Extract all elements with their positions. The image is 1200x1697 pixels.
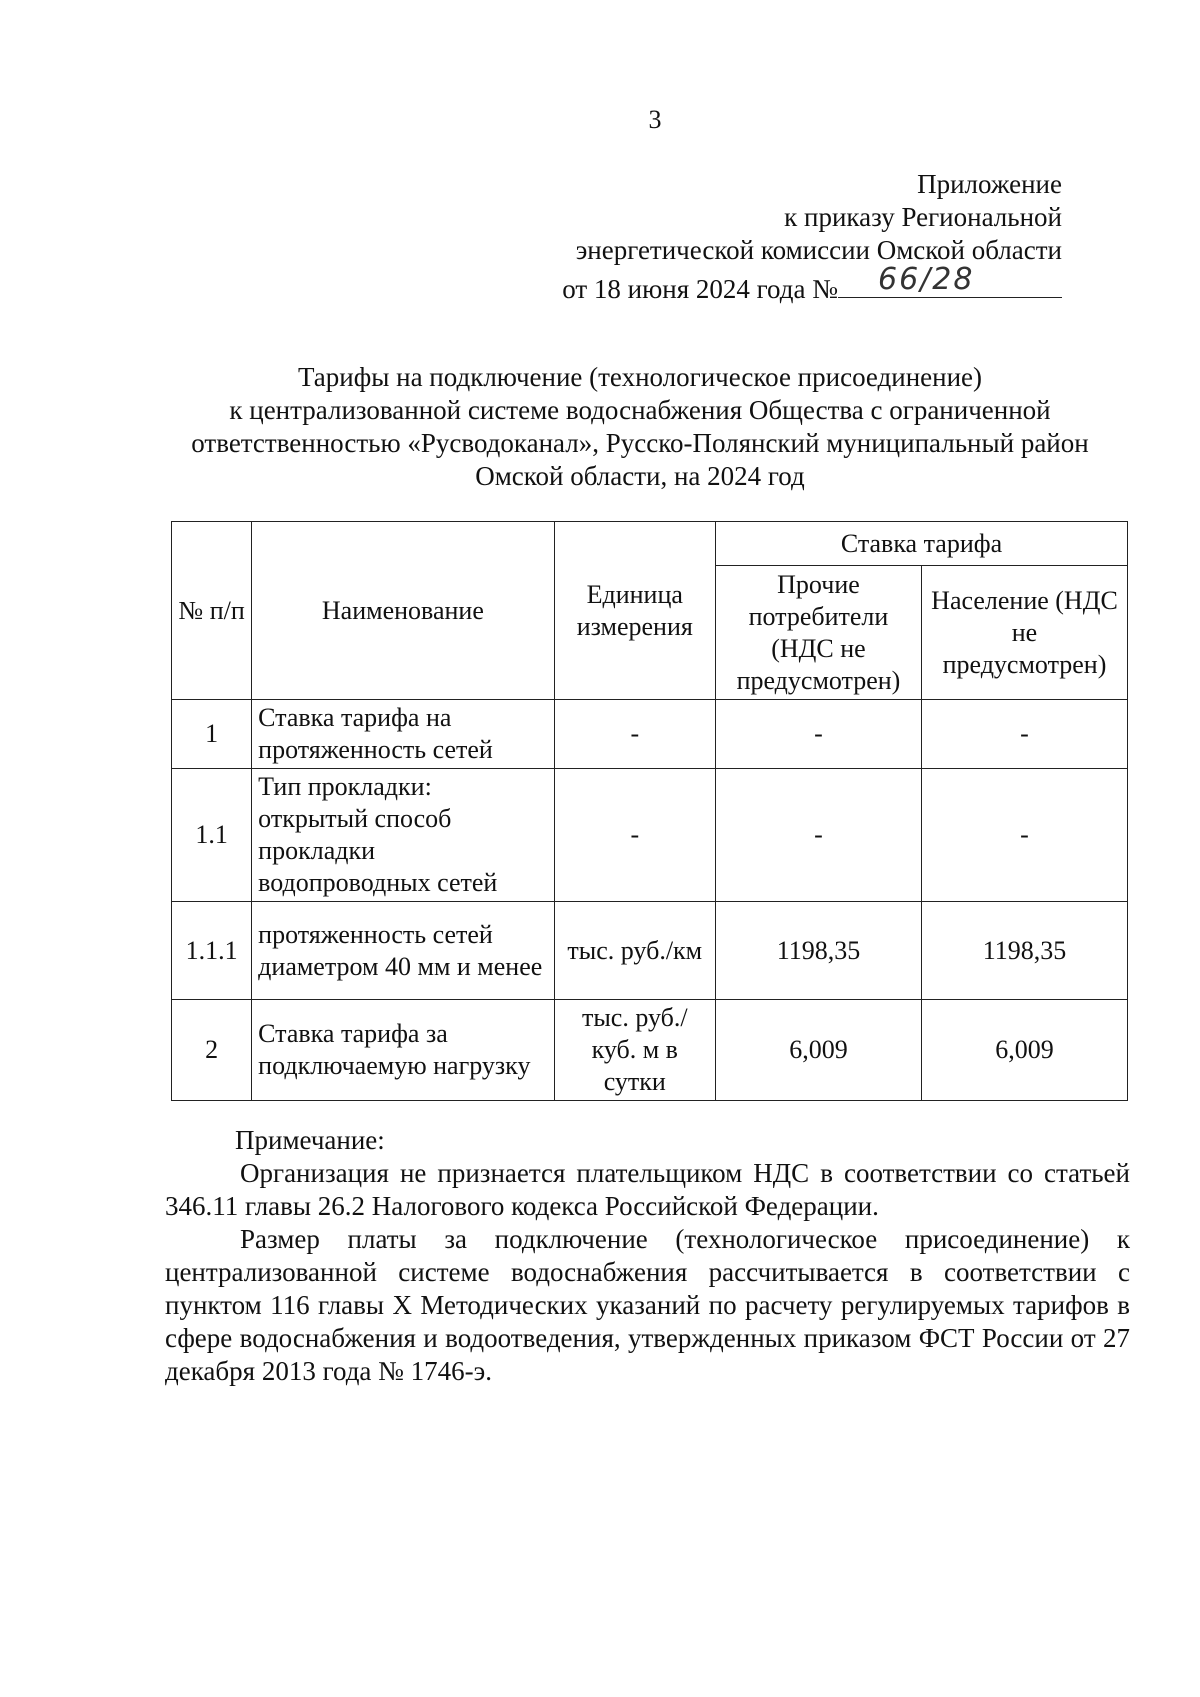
appendix-line-1: Приложение bbox=[917, 169, 1062, 199]
note-paragraph-2: Размер платы за подключение (технологическое присоединение) к централизованной системе водоснабжения рассчитывается в соответствии с пунктом 116 главы X Методических указаний по расчету регулируемых тарифов в сфере водоснабжения и водоотведения, утвержденных приказом ФСТ России от 27 декабря 2013 года № 1746-э. bbox=[165, 1224, 1130, 1386]
table-row bbox=[172, 1000, 1128, 1101]
title-line-4: Омской области, на 2024 год bbox=[475, 461, 805, 491]
row-num: 1.1 bbox=[172, 769, 252, 902]
header-row-1 bbox=[172, 522, 1128, 566]
header-name: Наименование bbox=[252, 522, 554, 700]
page-number: 3 bbox=[648, 105, 662, 134]
row-other: - bbox=[715, 700, 921, 769]
row-name: Тип прокладки: открытый способ прокладки водопроводных сетей bbox=[252, 769, 554, 902]
header-num: № п/п bbox=[172, 522, 252, 700]
note-block bbox=[165, 1124, 1130, 1388]
row-other: 6,009 bbox=[715, 1000, 921, 1101]
row-name: Ставка тарифа за подключаемую нагрузку bbox=[252, 1000, 554, 1101]
row-unit: - bbox=[554, 769, 715, 902]
order-number-field bbox=[838, 262, 1062, 298]
table-row bbox=[172, 902, 1128, 1000]
appendix-block bbox=[562, 168, 1062, 306]
appendix-line-4 bbox=[562, 262, 1062, 306]
note-paragraph-1: Организация не признается плательщиком НДС в соответствии со статьей 346.11 главы 26.2 Налогового кодекса Российской Федерации. bbox=[165, 1158, 1130, 1221]
appendix-line-3: энергетической комиссии Омской области bbox=[575, 235, 1062, 265]
title-line-3: ответственностью «Русводоканал», Русско-Полянский муниципальный район bbox=[191, 428, 1089, 458]
row-num: 2 bbox=[172, 1000, 252, 1101]
row-name: Ставка тарифа на протяженность сетей bbox=[252, 700, 554, 769]
appendix-line-2: к приказу Региональной bbox=[784, 202, 1062, 232]
header-population: Население (НДС не предусмотрен) bbox=[921, 566, 1127, 700]
table-row bbox=[172, 700, 1128, 769]
row-unit: тыс. руб./куб. м в сутки bbox=[554, 1000, 715, 1101]
title-line-1: Тарифы на подключение (технологическое присоединение) bbox=[297, 362, 983, 392]
row-unit: тыс. руб./км bbox=[554, 902, 715, 1000]
note-label: Примечание: bbox=[235, 1125, 385, 1155]
row-other: - bbox=[715, 769, 921, 902]
document-title bbox=[160, 361, 1120, 493]
row-population: - bbox=[921, 769, 1127, 902]
header-unit: Единица измерения bbox=[554, 522, 715, 700]
appendix-date: от 18 июня 2024 года № bbox=[562, 274, 838, 304]
row-population: - bbox=[921, 700, 1127, 769]
title-line-2: к централизованной системе водоснабжения Общества с ограниченной bbox=[229, 395, 1051, 425]
row-population: 1198,35 bbox=[921, 902, 1127, 1000]
table-row bbox=[172, 769, 1128, 902]
header-other-consumers: Прочие потребители (НДС не предусмотрен) bbox=[715, 566, 921, 700]
header-rate-group: Ставка тарифа bbox=[715, 522, 1127, 566]
row-num: 1 bbox=[172, 700, 252, 769]
row-name: протяженность сетей диаметром 40 мм и менее bbox=[252, 902, 554, 1000]
row-population: 6,009 bbox=[921, 1000, 1127, 1101]
row-other: 1198,35 bbox=[715, 902, 921, 1000]
tariff-table bbox=[171, 521, 1128, 1101]
row-num: 1.1.1 bbox=[172, 902, 252, 1000]
handwritten-order-number: 66/28 bbox=[878, 262, 975, 297]
row-unit: - bbox=[554, 700, 715, 769]
